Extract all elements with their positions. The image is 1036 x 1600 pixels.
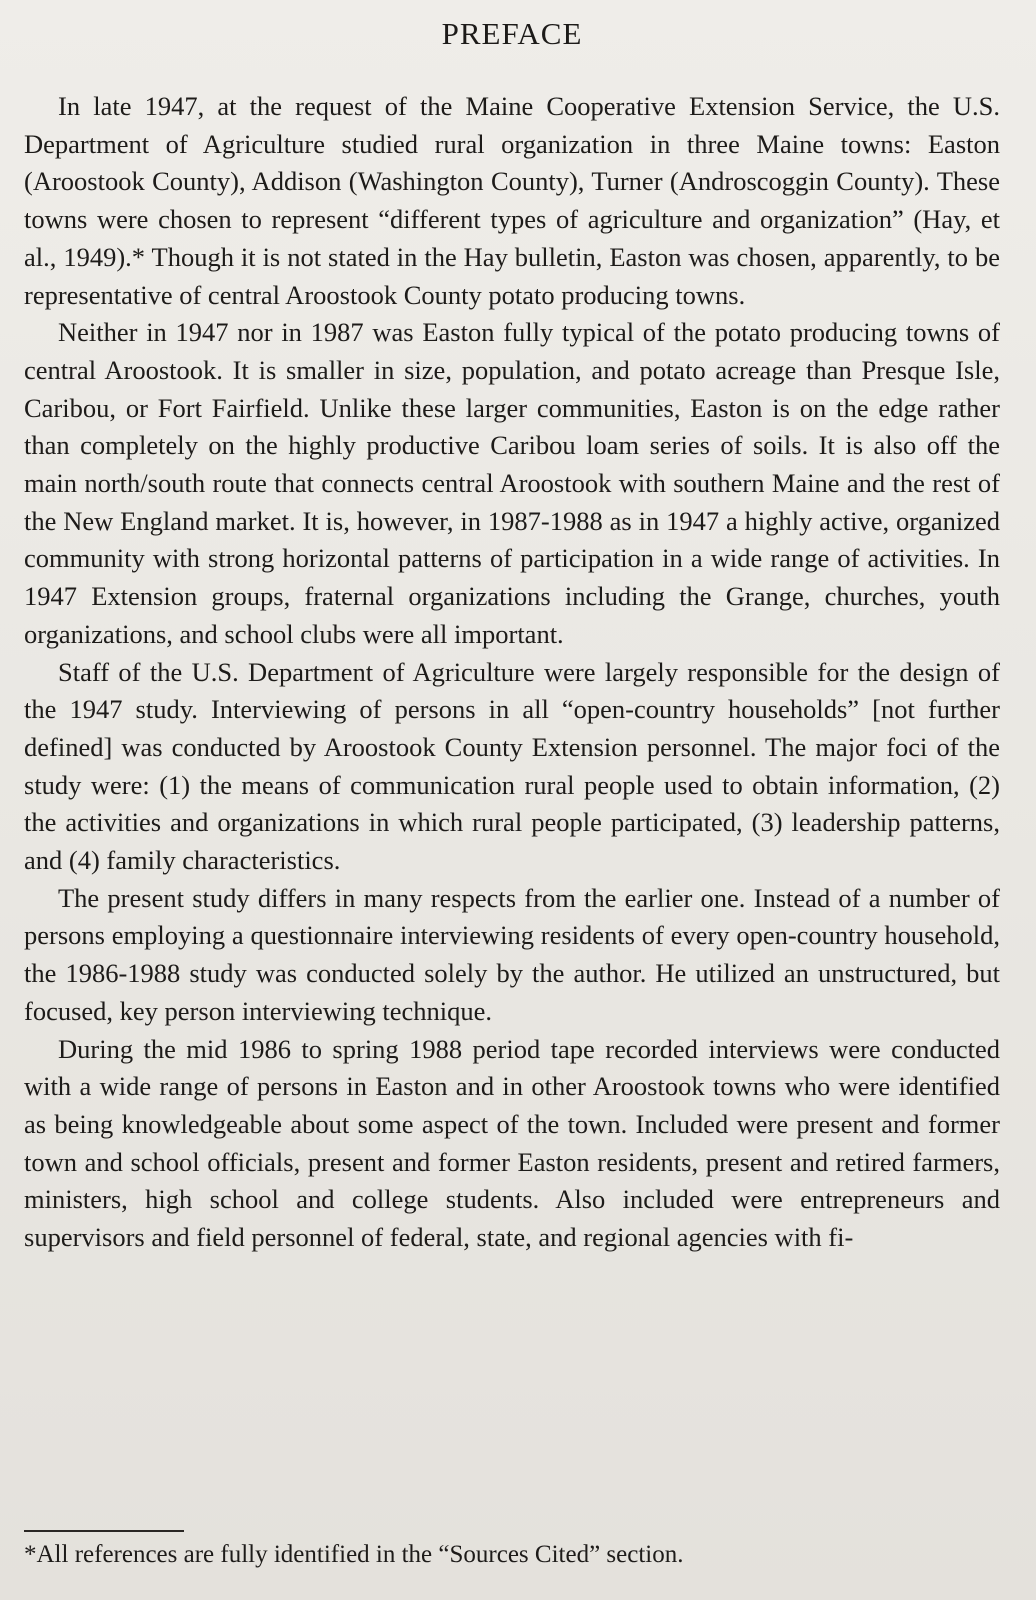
paragraph-3: Staff of the U.S. Department of Agriculture were largely responsible for the design of the 1947 study. Interviewing of persons in all “open-country households” [not further defined] was conducted by Aroostook County Extension personnel. The major foci of the study were: (1) the means of communication rural people used to obtain information, (2) the activities and organizations in which rural people participated, (3) leadership patterns, and (4) family characteristics. [24, 656, 1000, 876]
paragraph-4: The present study differs in many respects from the earlier one. Instead of a number of persons employing a questionnaire interviewing residents of every open-country household, the 1986-1988 study was conducted solely by the author. He utilized an unstructured, but focused, key person interviewing technique. [24, 882, 1000, 1026]
page-title: PREFACE [441, 16, 583, 51]
footnote-divider [24, 1530, 184, 1532]
paragraph-1: In late 1947, at the request of the Maine Cooperative Extension Service, the U.S. Department of Agriculture studied rural organization in three Maine towns: Easton (Aroostook County), Addison (Washington County), Turner (Androscoggin County). These towns were chosen to represent “different types of agriculture and organization” (Hay, et al., 1949).* Though it is not stated in the Hay bulletin, Easton was chosen, apparently, to be representative of central Aroostook County potato producing towns. [24, 91, 1000, 310]
paragraph-5: During the mid 1986 to spring 1988 period tape recorded interviews were conducted with a wide range of persons in Easton and in other Aroostook towns who were identified as being knowledgeable about some aspect of the town. Included were present and former town and school officials, present and former Easton residents, present and retired farmers, ministers, high school and college students. Also included were entrepreneurs and supervisors and field personnel of federal, state, and regional agencies with fi- [24, 1033, 1000, 1253]
paragraph-2: Neither in 1947 nor in 1987 was Easton fully typical of the potato producing towns of central Aroostook. It is smaller in size, population, and potato acreage than Presque Isle, Caribou, or Fort Fairfield. Unlike these larger communities, Easton is on the edge rather than completely on the highly productive Caribou loam series of soils. It is also off the main north/south route that connects central Aroostook with southern Maine and the rest of the New England market. It is, however, in 1987-1988 as in 1947 a highly active, organized community with strong horizontal patterns of participation in a wide range of activities. In 1947 Extension groups, fraternal organizations including the Grange, churches, youth organizations, and school clubs were all important. [24, 317, 1000, 649]
footnote: *All references are fully identified in the “Sources Cited” section. [24, 1541, 684, 1568]
